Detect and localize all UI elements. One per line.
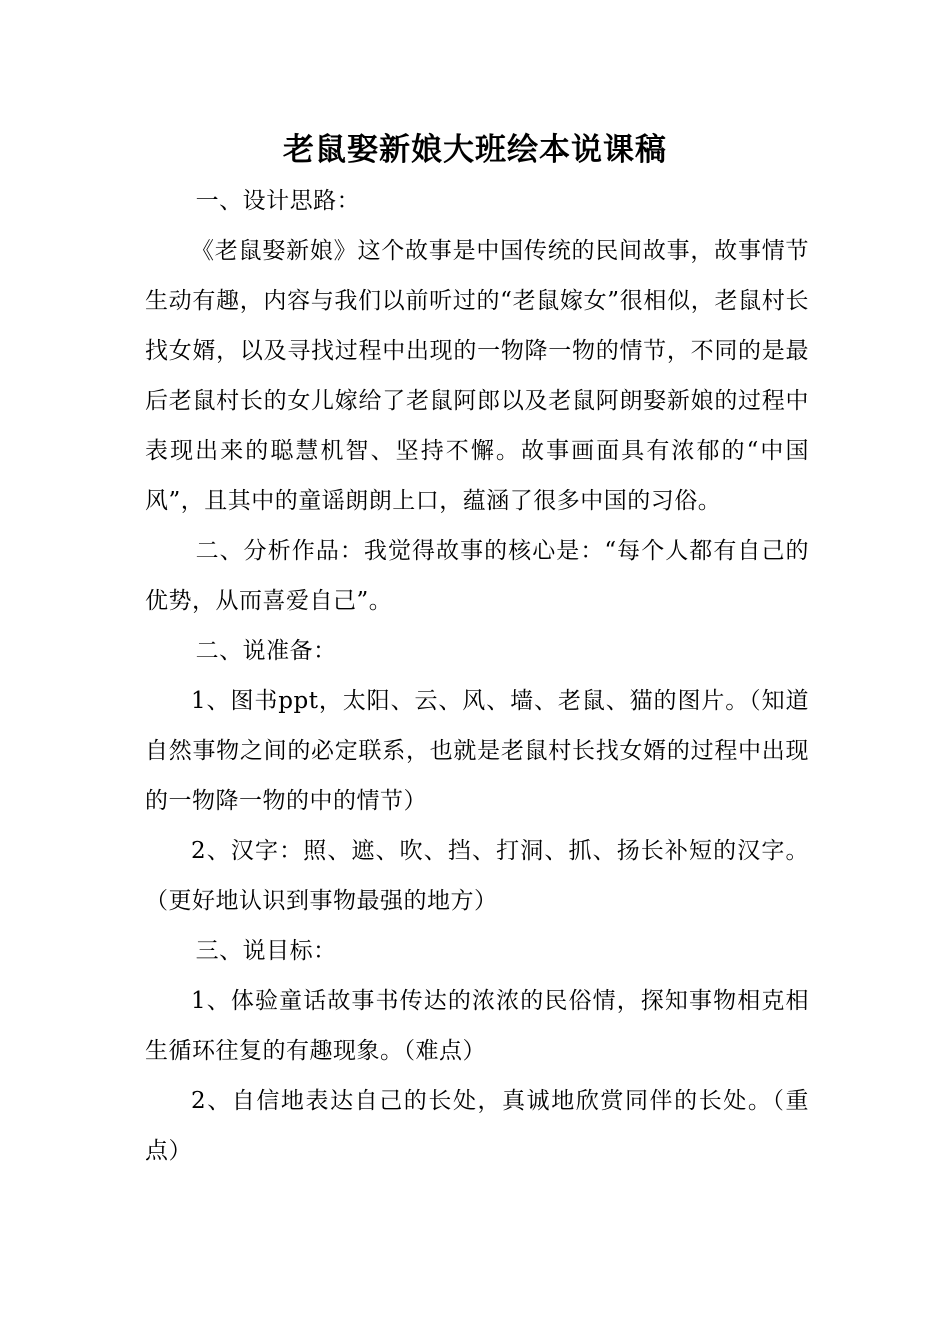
section-heading-goals: 三、说目标： — [195, 938, 337, 964]
paragraph-preparation-2: 2、汉字：照、遮、吹、挡、打洞、抓、扬长补短的汉字。（更好地认识到事物最强的地方） — [145, 838, 809, 914]
paragraph-preparation-1: 1、图书ppt，太阳、云、风、墙、老鼠、猫的图片。（知道自然事物之间的必定联系，也就是老鼠村长找女婿的过程中出现的一物降一物的中的情节） — [145, 688, 809, 814]
paragraph-work-analysis: 二、分析作品：我觉得故事的核心是：“每个人都有自己的优势，从而喜爱自己”。 — [145, 538, 809, 614]
document-body — [145, 176, 809, 1176]
document-title: 老鼠娶新娘大班绘本说课稿 — [283, 132, 667, 168]
paragraph-goal-1: 1、体验童话故事书传达的浓浓的民俗情，探知事物相克相生循环往复的有趣现象。（难点） — [145, 988, 809, 1064]
section-heading-design-idea: 一、设计思路： — [195, 188, 361, 214]
paragraph-story-intro: 《老鼠娶新娘》这个故事是中国传统的民间故事，故事情节生动有趣，内容与我们以前听过的“老鼠嫁女”很相似，老鼠村长找女婿，以及寻找过程中出现的一物降一物的情节，不同的是最后老鼠村长的女儿嫁给了老鼠阿郎以及老鼠阿朗娶新娘的过程中表现出来的聪慧机智、坚持不懈。故事画面具有浓郁的“中国风”，且其中的童谣朗朗上口，蕴涵了很多中国的习俗。 — [145, 238, 809, 514]
section-heading-preparation: 二、说准备： — [195, 638, 337, 664]
paragraph-goal-2: 2、自信地表达自己的长处，真诚地欣赏同伴的长处。（重点） — [145, 1088, 809, 1164]
